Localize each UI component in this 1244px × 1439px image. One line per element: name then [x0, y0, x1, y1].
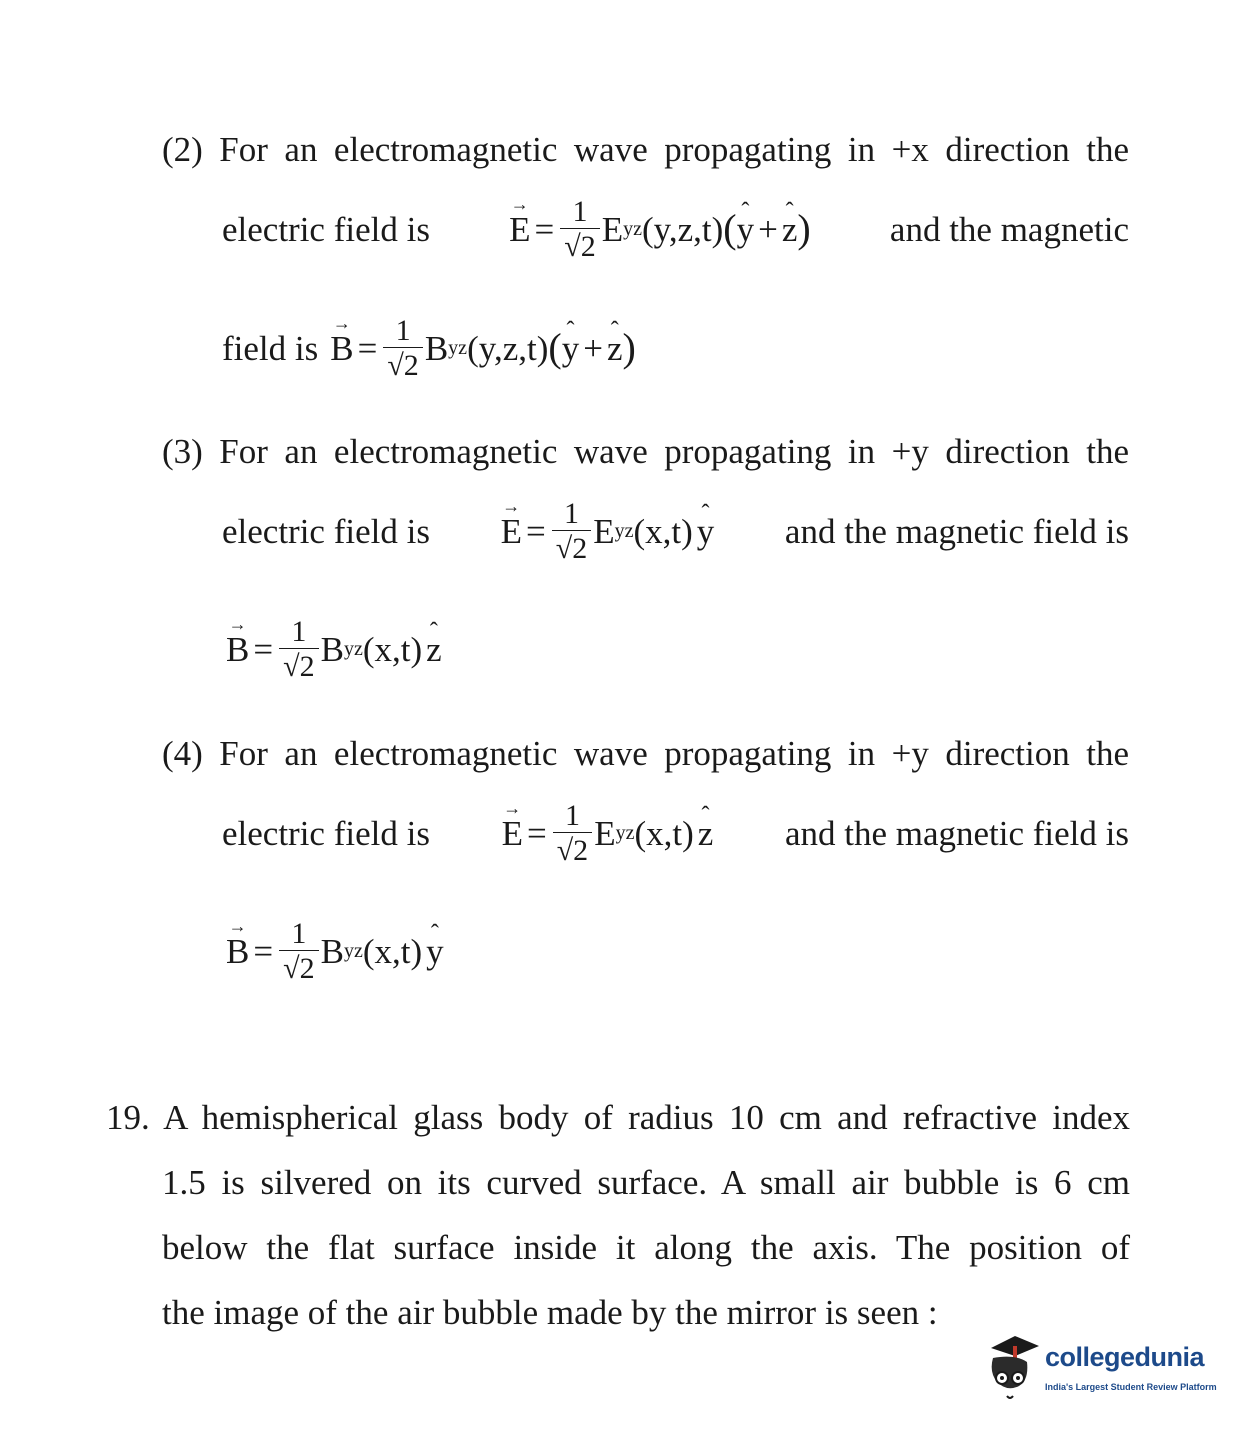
option-4-line-3 [226, 918, 444, 984]
mascot-icon [985, 1332, 1043, 1404]
option-3-line-1: (3) For an electromagnetic wave propagating in +y direction the [162, 432, 1129, 471]
option-2-line-3: field is → B = $\frac{1}{√2}$ B yz (y,z,t) ( ˆ y + ˆ z ) [222, 315, 636, 381]
collegedunia-logo[interactable] [985, 1330, 1225, 1410]
formula-E-option-3: → E = $\frac{1}{√2}$ E yz (x,t) ˆ y [501, 498, 715, 564]
text-electric-field-is: electric field is [222, 209, 430, 249]
option-2-line-1: (2) For an electromagnetic wave propagating in +x direction the [162, 130, 1129, 169]
question-19-line-3: below the flat surface inside it along the axis. The position of [162, 1228, 1130, 1267]
formula-E-option-4: → E = $\frac{1}{√2}$ E yz (x,t) ˆ z [502, 800, 714, 866]
option-2-line-2 [222, 196, 1129, 262]
logo-wordmark: collegedunia [1045, 1342, 1205, 1372]
logo-tagline: India's Largest Student Review Platform [1045, 1382, 1217, 1392]
formula-E-option-2: → E = $\frac{1}{√2}$ E yz (y,z,t) ( ˆ y + ˆ z ) [509, 196, 811, 262]
formula-B-option-4: → B = $\frac{1}{√2}$ B yz (x,t) ˆ y [226, 918, 444, 984]
question-19-line-2: 1.5 is silvered on its curved surface. A small air bubble is 6 cm [162, 1163, 1130, 1202]
text-and-the-magnetic: and the magnetic [889, 209, 1129, 249]
option-3-line-2: electric field is → E = $\frac{1}{√2}$ E yz (x,t) ˆ y and the magnetic field is [222, 498, 1129, 564]
option-3-line-3 [226, 616, 442, 682]
question-19-line-4: the image of the air bubble made by the mirror is seen : [162, 1293, 938, 1332]
formula-B-option-3: → B = $\frac{1}{√2}$ B yz (x,t) ˆ z [226, 616, 442, 682]
option-4-line-1: (4) For an electromagnetic wave propagating in +y direction the [162, 734, 1129, 773]
question-19-line-1: 19. A hemispherical glass body of radius 10 cm and refractive index [106, 1098, 1130, 1137]
formula-B-option-2: → B = $\frac{1}{√2}$ B yz (y,z,t) ( ˆ y + ˆ z ) [330, 315, 636, 381]
option-4-line-2: electric field is → E = $\frac{1}{√2}$ E yz (x,t) ˆ z and the magnetic field is [222, 800, 1129, 866]
